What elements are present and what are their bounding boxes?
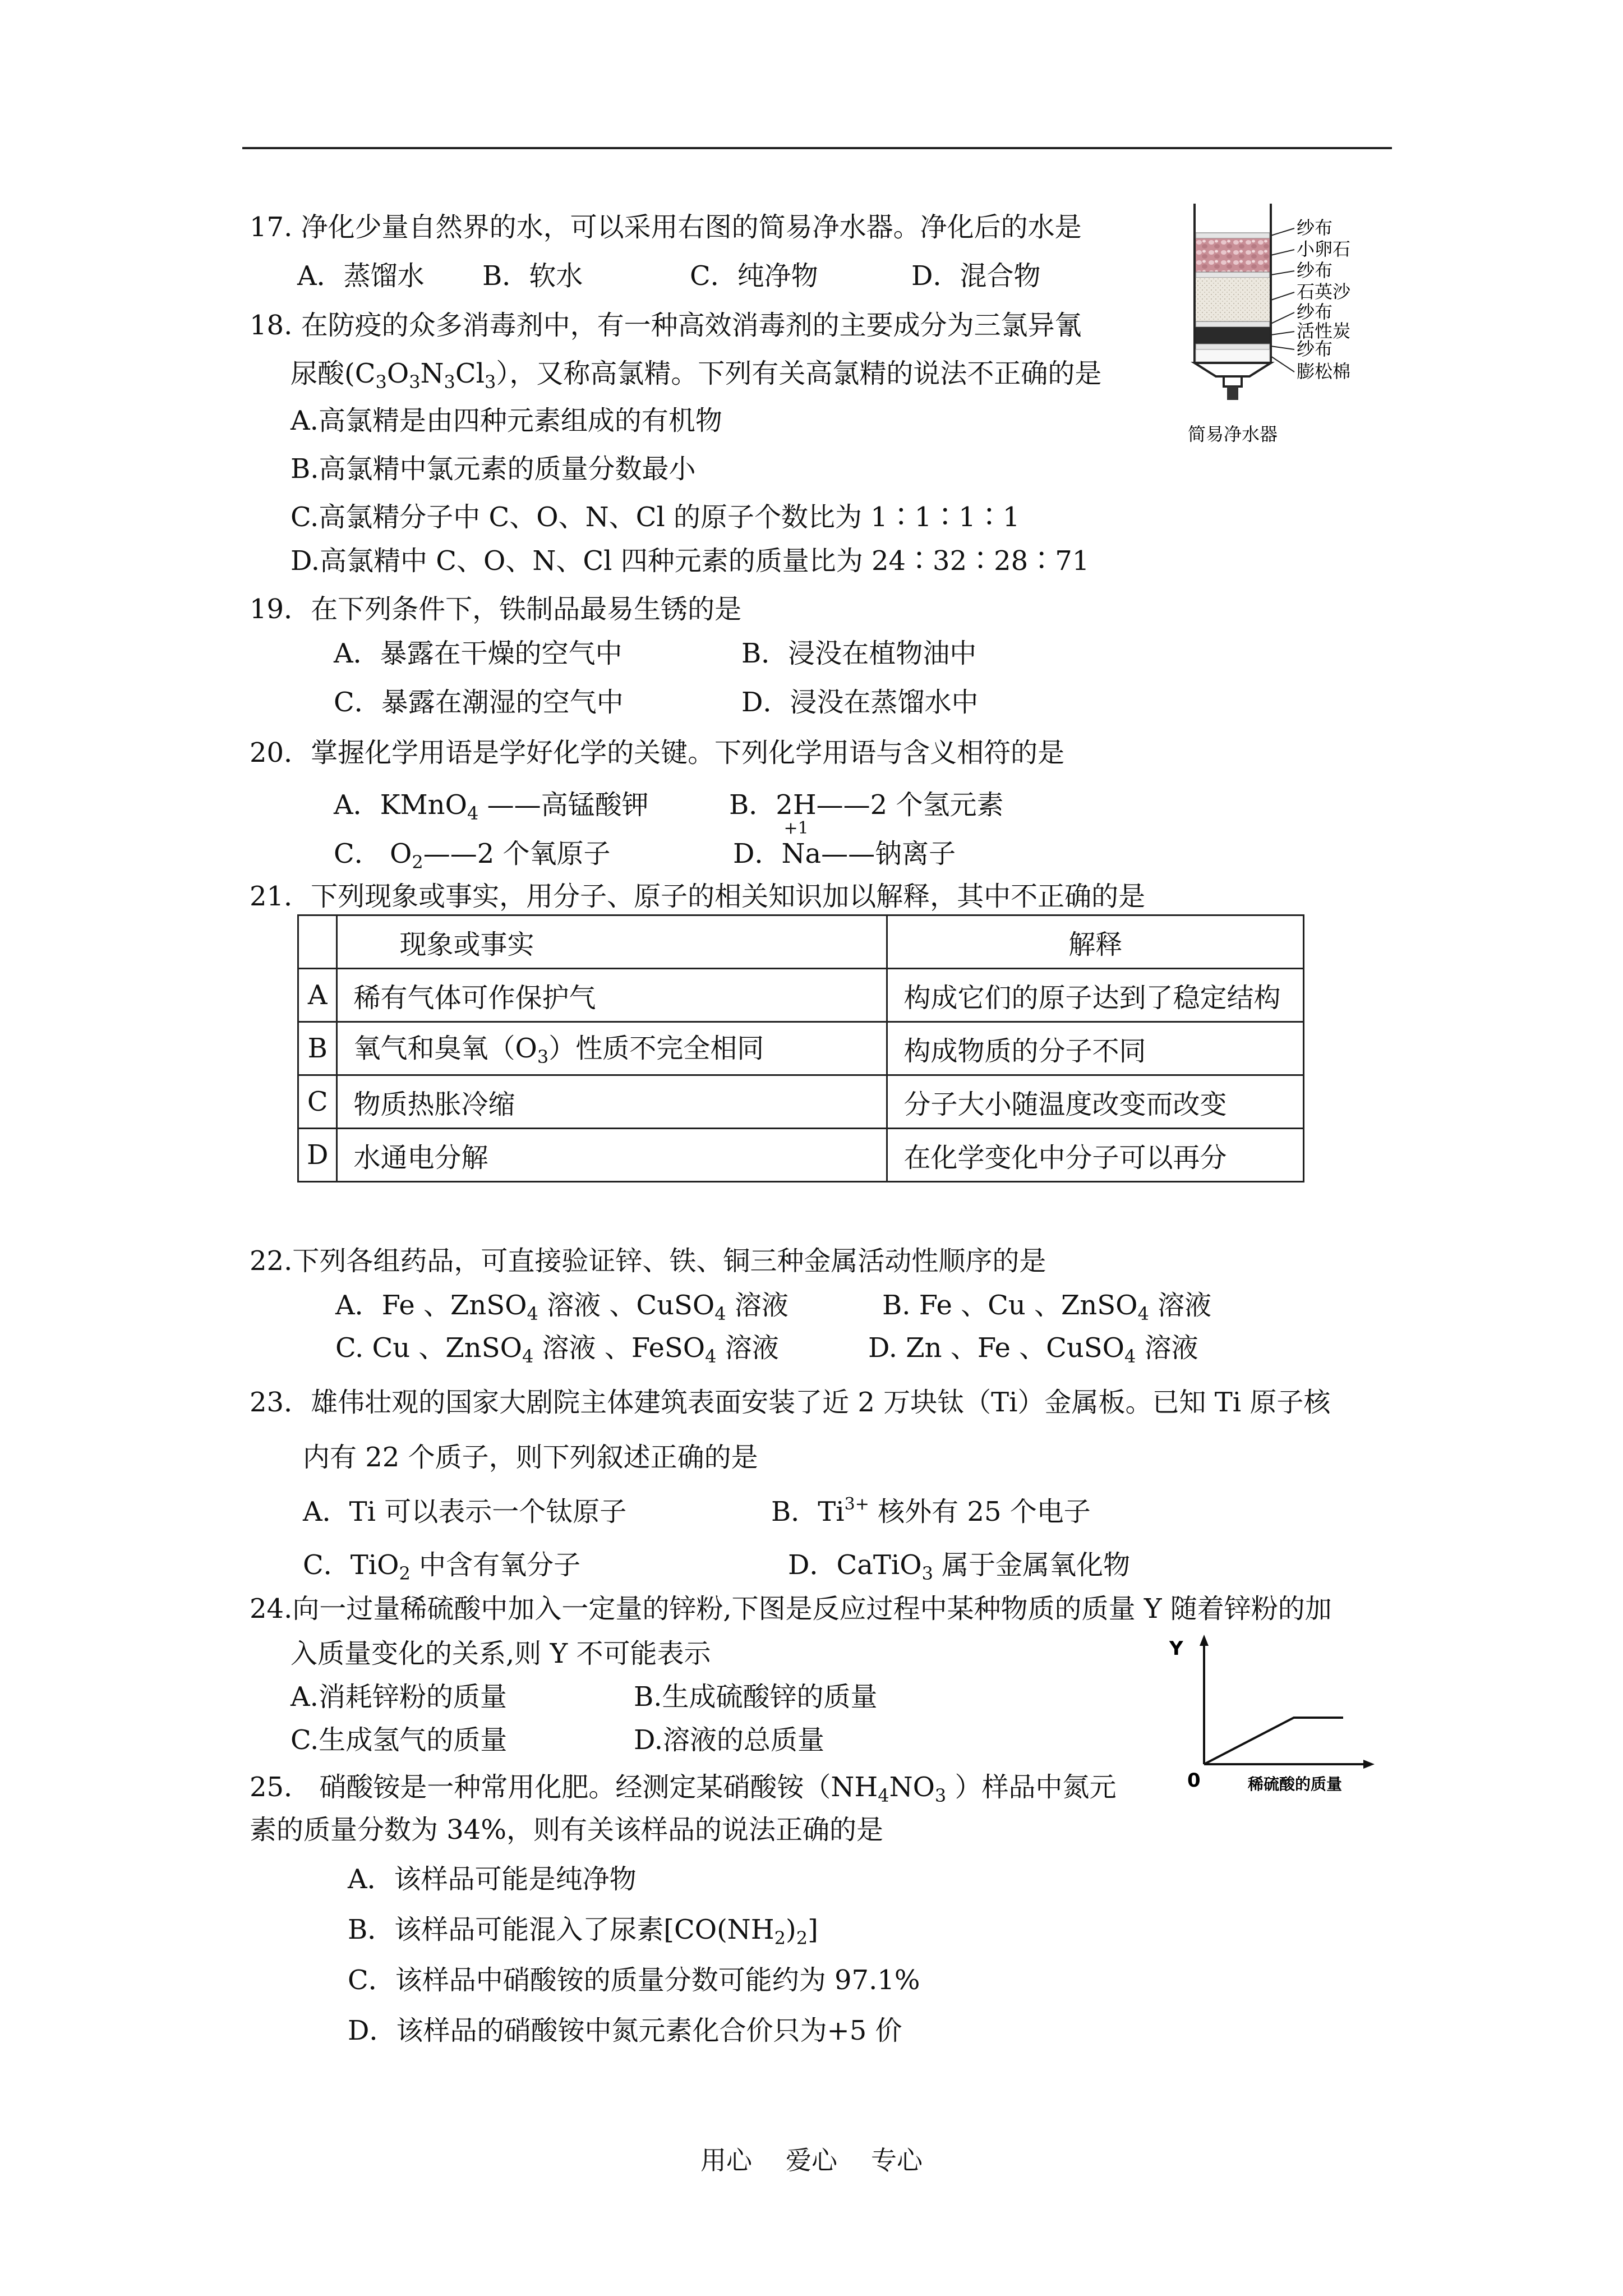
q23-stem-line1: 23．雄伟壮观的国家大剧院主体建筑表面安装了近 2 万块钛（Ti）金属板。已知 Ti 原子核 xyxy=(250,1387,1331,1418)
graph-x-label: 稀硫酸的质量 xyxy=(1248,1775,1343,1793)
q25-stem-line2: 素的质量分数为 34%，则有关该样品的说法正确的是 xyxy=(250,1814,883,1846)
q19-option-d: D．浸没在蒸馏水中 xyxy=(741,687,979,718)
figure-label-quartz-sand: 石英沙 xyxy=(1297,281,1351,302)
q20-option-c: C． $O_2——2$ 个氧原子 xyxy=(334,838,611,873)
q24-option-a: A.消耗锌粉的质量 xyxy=(291,1681,507,1713)
table-cell: 氧气和臭氧$(O_3)$性质不完全相同 xyxy=(337,1022,887,1075)
q24-option-d: D.溶液的总质量 xyxy=(634,1724,825,1756)
q23-option-c: C．TiO$_2$ 中含有氧分子 xyxy=(303,1549,581,1584)
page-footer xyxy=(0,2140,1623,2177)
table-header-cell: 现象或事实 xyxy=(337,915,887,969)
q24-graph xyxy=(1152,1627,1388,1801)
q25-option-c: C．该样品中硝酸铵的质量分数可能约为 97.1% xyxy=(348,1964,920,1996)
q22-option-c: C. Cu 、ZnSO$_4$ 溶液 、FeSO$_4$ 溶液 xyxy=(335,1332,779,1367)
q23-options-row1 xyxy=(303,1495,1091,1529)
q18-option-d: D.高氯精中 C、O、N、Cl 四种元素的质量比为 24∶32∶28∶71 xyxy=(291,545,1090,577)
table-row xyxy=(298,1129,1304,1182)
figure-caption: 简易净水器 xyxy=(1188,424,1278,445)
q25-option-b: B．该样品可能混入了尿素$[CO(NH_2)_2]$ xyxy=(348,1914,818,1949)
q20-option-a: A．KMnO$_4$ ——高锰酸钾 xyxy=(334,789,649,824)
q17-options xyxy=(297,259,1041,293)
table-row xyxy=(298,1075,1304,1129)
q21-stem: 21．下列现象或事实，用分子、原子的相关知识加以解释，其中不正确的是 xyxy=(250,881,1146,912)
q23-option-a: A．Ti 可以表示一个钛原子 xyxy=(303,1496,627,1527)
q20-stem: 20．掌握化学用语是学好化学的关键。下列化学用语与含义相符的是 xyxy=(250,737,1065,769)
figure-label-gauze-1: 纱布 xyxy=(1297,217,1333,238)
q17-stem: 17. 净化少量自然界的水，可以采用右图的简易净水器。净化后的水是 xyxy=(250,211,1082,243)
q17-option-b: B．软水 xyxy=(482,260,583,292)
q19-options-row2 xyxy=(334,685,979,719)
graph-origin-label: 0 xyxy=(1187,1769,1201,1792)
table-cell: 稀有气体可作保护气 xyxy=(337,969,887,1022)
footer-text: 专心 xyxy=(871,2145,923,2175)
q22-option-d: D. Zn 、Fe 、CuSO$_4$ 溶液 xyxy=(868,1332,1198,1367)
table-cell: 水通电分解 xyxy=(337,1129,887,1182)
figure-label-cotton: 膨松棉 xyxy=(1297,361,1351,382)
q22-option-b: B. Fe 、Cu 、ZnSO$_4$ 溶液 xyxy=(882,1290,1212,1324)
q20-option-b: B．2H——2 个氢元素 xyxy=(729,789,1004,821)
q23-option-d: D．CaTiO$_3$ 属于金属氧化物 xyxy=(788,1549,1131,1584)
q20-options-row1 xyxy=(334,788,1003,822)
graph-y-label: Y xyxy=(1169,1637,1183,1660)
footer-text: 爱心 xyxy=(786,2145,837,2175)
q24-stem-line2: 入质量变化的关系,则 Y 不可能表示 xyxy=(291,1638,711,1669)
q19-option-c: C．暴露在潮湿的空气中 xyxy=(334,687,624,718)
q24-option-c: C.生成氢气的质量 xyxy=(291,1724,508,1756)
table-row xyxy=(298,969,1304,1022)
water-purifier-figure xyxy=(1183,199,1396,449)
q17-option-a: A．蒸馏水 xyxy=(297,260,425,292)
figure-label-activated-carbon: 活性炭 xyxy=(1297,320,1351,342)
table-cell: 在化学变化中分子可以再分 xyxy=(887,1129,1304,1182)
q24-options-row1 xyxy=(291,1680,878,1714)
q22-options-row2 xyxy=(335,1331,1198,1365)
table-cell: 构成物质的分子不同 xyxy=(887,1022,1304,1075)
q23-option-b: B．$Ti^{3+}$ 核外有 25 个电子 xyxy=(771,1494,1091,1527)
q17-option-d: D．混合物 xyxy=(911,260,1041,292)
figure-label-gauze-2: 纱布 xyxy=(1297,260,1333,281)
header-rule xyxy=(242,147,1392,149)
q19-option-a: A．暴露在干燥的空气中 xyxy=(334,638,623,669)
q25-option-a: A．该样品可能是纯净物 xyxy=(348,1864,637,1895)
q24-options-row2 xyxy=(291,1723,824,1757)
figure-label-gauze-3: 纱布 xyxy=(1297,301,1333,323)
q21-table xyxy=(297,914,1304,1182)
table-cell: 物质热胀冷缩 xyxy=(337,1075,887,1129)
q18-option-a: A.高氯精是由四种元素组成的有机物 xyxy=(291,405,722,436)
q25-stem-line1: 25． 硝酸铵是一种常用化肥。经测定某硝酸铵（$NH_4NO_3$ ）样品中氮元 xyxy=(250,1772,1117,1806)
table-cell: B xyxy=(298,1022,337,1075)
q25-option-d: D．该样品的硝酸铵中氮元素化合价只为+5 价 xyxy=(348,2015,902,2046)
q22-options-row1 xyxy=(335,1289,1211,1322)
q19-options-row1 xyxy=(334,637,976,670)
table-header-row xyxy=(298,915,1304,969)
q20-options-row2 xyxy=(334,818,956,873)
table-cell: D xyxy=(298,1129,337,1182)
table-cell: A xyxy=(298,969,337,1022)
table-row xyxy=(298,1022,1304,1075)
table-cell: 构成它们的原子达到了稳定结构 xyxy=(887,969,1304,1022)
q24-option-b: B.生成硫酸锌的质量 xyxy=(634,1681,878,1713)
q19-option-b: B．浸没在植物油中 xyxy=(741,638,977,669)
figure-label-pebbles: 小卵石 xyxy=(1297,238,1351,260)
footer-text: 用心 xyxy=(700,2145,752,2175)
q20-option-d: D． +1 Na——钠离子 xyxy=(733,818,956,869)
table-cell: 分子大小随温度改变而改变 xyxy=(887,1075,1304,1129)
q19-stem: 19．在下列条件下，铁制品最易生锈的是 xyxy=(250,593,742,625)
q18-stem-line1: 18. 在防疫的众多消毒剂中，有一种高效消毒剂的主要成分为三氯异氰 xyxy=(250,310,1082,341)
q18-stem-line2: 尿酸$(C_3O_3N_3Cl_3)$，又称高氯精。下列有关高氯精的说法不正确的是 xyxy=(291,358,1102,393)
q23-stem-line2: 内有 22 个质子，则下列叙述正确的是 xyxy=(303,1442,758,1473)
table-cell: C xyxy=(298,1075,337,1129)
table-header-cell: 解释 xyxy=(887,915,1304,969)
q22-option-a: A．Fe 、ZnSO$_4$ 溶液 、CuSO$_4$ 溶液 xyxy=(335,1290,789,1324)
q23-options-row2 xyxy=(303,1548,1130,1582)
q22-stem: 22.下列各组药品，可直接验证锌、铁、铜三种金属活动性顺序的是 xyxy=(250,1245,1046,1277)
q24-stem-line1: 24.向一过量稀硫酸中加入一定量的锌粉,下图是反应过程中某种物质的质量 Y 随着锌粉的加 xyxy=(250,1593,1332,1625)
q17-option-c: C．纯净物 xyxy=(690,260,818,292)
table-header-cell xyxy=(298,915,337,969)
q18-option-c: C.高氯精分子中 C、O、N、Cl 的原子个数比为 1∶1∶1∶1 xyxy=(291,501,1020,533)
q18-option-b: B.高氯精中氯元素的质量分数最小 xyxy=(291,453,696,485)
figure-label-gauze-4: 纱布 xyxy=(1297,338,1333,360)
